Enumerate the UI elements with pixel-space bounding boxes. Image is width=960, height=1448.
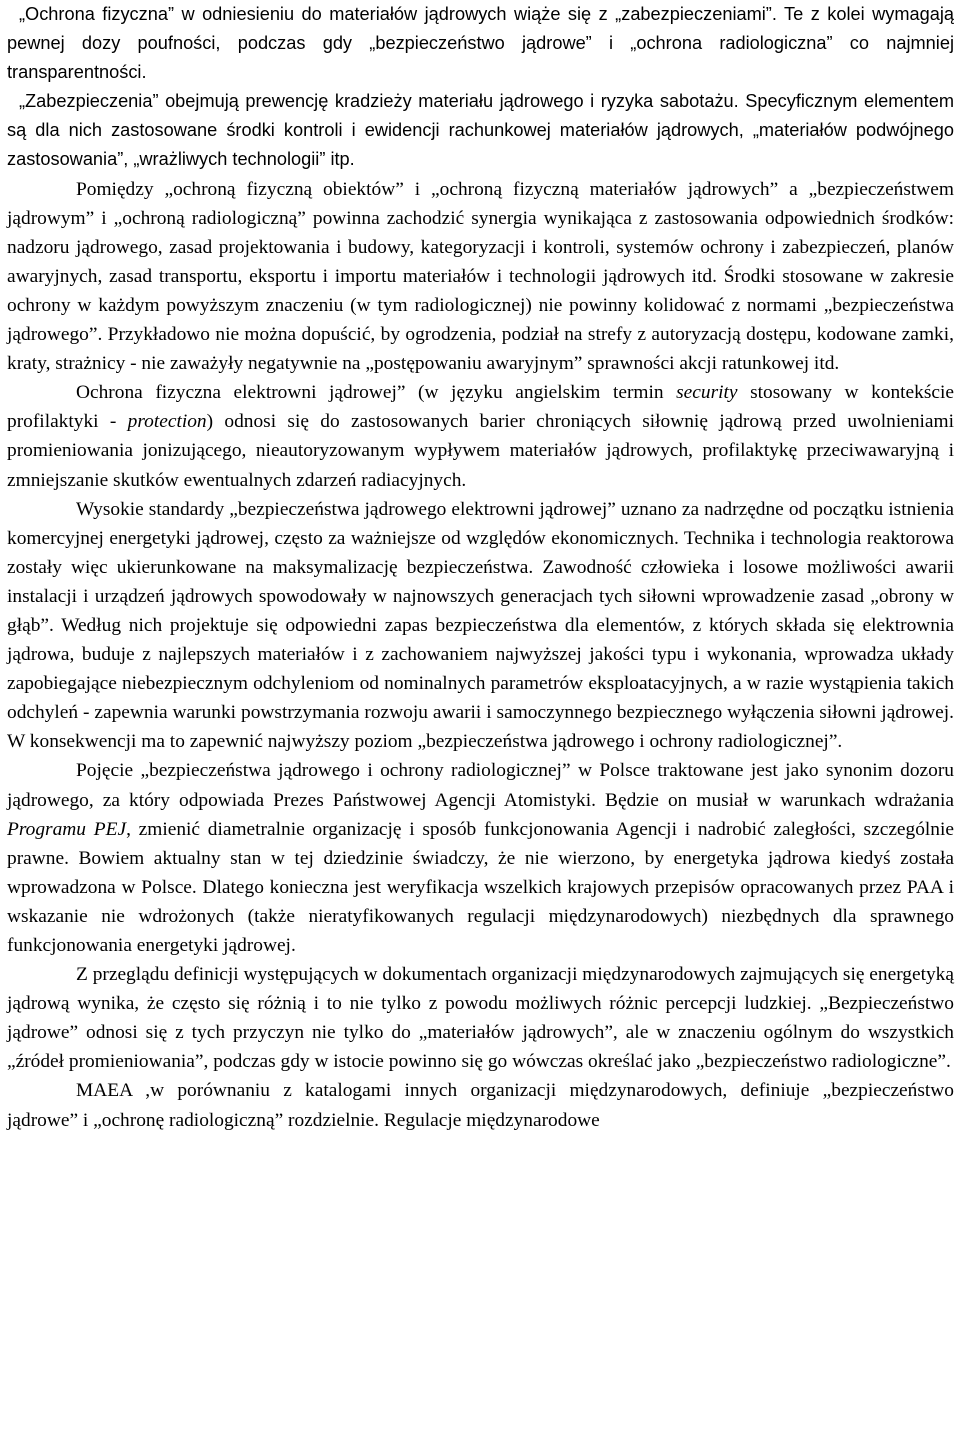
paragraph-text: ) odnosi się do zastosowanych barier chroniących siłownię jądrową przed uwolnieniami promieniowania jonizującego, nieautoryzowanym wypływem materiałów jądrowych, profilaktykę przeciwawaryjną i zmniejszanie skutków ewentualnych zdarzeń radiacyjnych. <box>7 411 954 491</box>
paragraph-poland <box>7 756 954 960</box>
paragraph-synergy <box>7 175 954 379</box>
paragraph-text: Wysokie standardy „bezpieczeństwa jądrowego elektrowni jądrowej” uznano za nadrzędne od początku istnienia komercyjnej energetyki jądrowej, często za ważniejsze od względów ekonomicznych. Technika i technologia reaktorowa zostały więc ukierunkowane na maksymalizację bezpieczeństwa. Zawodność człowieka i losowe możliwości awarii instalacji i urządzeń jądrowych spowodowały w najnowszych generacjach tych siłowni wprowadzenie zasad „obrony w głąb”. Według nich projektuje się odpowiedni zapas bezpieczeństwa dla elementów, z których składa się elektrownia jądrowa, buduje z najlepszych materiałów i z zachowaniem najwyższej jakości typu i wykonania, wprowadza układy zapobiegające niebezpiecznym odchyleniom od nominalnych parametrów eksploatacyjnych, a w razie wystąpienia takich odchyleń - zapewnia warunki powstrzymania rozwoju awarii i samoczynnego bezpiecznego wyłączenia siłowni jądrowej. W konsekwencji ma to zapewnić najwyższy poziom „bezpieczeństwa jądrowego i ochrony radiologicznej”. <box>7 498 954 753</box>
document-page <box>7 0 954 1135</box>
emphasis-term: Programu PEJ <box>7 818 127 840</box>
paragraph-text: „Zabezpieczenia” obejmują prewencję kradzieży materiału jądrowego i ryzyka sabotażu. Specyficznym elementem są dla nich zastosowane środki kontroli i ewidencji rachunkowej materiałów jądrowych, „materiałów podwójnego zastosowania”, „wrażliwych technologii” itp. <box>7 91 954 170</box>
paragraph-text: „Ochrona fizyczna” w odniesieniu do materiałów jądrowych wiąże się z „zabezpieczeniami”. Te z kolei wymagają pewnej dozy poufności, podczas gdy „bezpieczeństwo jądrowe” i „ochrona radiologiczna” co najmniej transparentności. <box>7 4 954 83</box>
paragraph-iaea <box>7 1076 954 1134</box>
paragraph-text: Z przeglądu definicji występujących w dokumentach organizacji międzynarodowych zajmujących się energetyką jądrową wynika, że często się różnią i to nie tylko z powodu możliwych różnic percepcji ludzkiej. „Bezpieczeństwo jądrowe” odnosi się z tych przyczyn nie tylko do „materiałów jądrowych”, ale w znaczeniu ogólnym do wszystkich „źródeł promieniowania”, podczas gdy w istocie powinno się go wówczas określać jako „bezpieczeństwo radiologiczne”. <box>7 964 954 1073</box>
paragraph-safeguards <box>7 87 954 174</box>
paragraph-high-standards <box>7 495 954 757</box>
paragraph-text: MAEA ,w porównaniu z katalogami innych organizacji międzynarodowych, definiuje „bezpieczeństwo jądrowe” i „ochronę radiologiczną” rozdzielnie. Regulacje międzynarodowe <box>7 1080 954 1131</box>
paragraph-text: Pomiędzy „ochroną fizyczną obiektów” i „ochroną fizyczną materiałów jądrowych” a „bezpieczeństwem jądrowym” i „ochroną radiologiczną” powinna zachodzić synergia wynikająca z zastosowania odpowiednich środków: nadzoru jądrowego, zasad projektowania i budowy, kategoryzacji i kontroli, systemów ochrony i zabezpieczeń, planów awaryjnych, zasad transportu, eksportu i importu materiałów i technologii jądrowych itd. Środki stosowane w zakresie ochrony w każdym powyższym znaczeniu (w tym radiologicznej) nie powinny kolidować z normami „bezpieczeństwa jądrowego”. Przykładowo nie można dopuścić, by ogrodzenia, podział na strefy z autoryzacją dostępu, kodowane zamki, kraty, strażnicy - nie zaważyły negatywnie na „postępowaniu awaryjnym” sprawności akcji ratunkowej itd. <box>7 178 954 375</box>
paragraph-definitions <box>7 960 954 1076</box>
paragraph-text: Pojęcie „bezpieczeństwa jądrowego i ochrony radiologicznej” w Polsce traktowane jest jako synonim dozoru jądrowego, za który odpowiada Prezes Państwowej Agencji Atomistyki. Będzie on musiał w warunkach wdrażania <box>7 760 954 811</box>
emphasis-term: security <box>676 382 738 404</box>
paragraph-text: stosowany w kontekście profilaktyki - <box>7 382 955 433</box>
paragraph-physical-protection <box>7 0 954 87</box>
emphasis-term: protection <box>127 411 207 433</box>
paragraph-text: Ochrona fizyczna elektrowni jądrowej” (w języku angielskim termin <box>76 382 677 404</box>
paragraph-npp-physical-protection <box>7 378 954 494</box>
paragraph-text: , zmienić diametralnie organizację i sposób funkcjonowania Agencji i nadrobić zaległości, szczególnie prawne. Bowiem aktualny stan w tej dziedzinie świadczy, że nie wierzono, by energetyka jądrowa kiedyś została wprowadzona w Polsce. Dlatego konieczna jest weryfikacja wszelkich krajowych przepisów opracowanych przez PAA i wskazanie nie wdrożonych (także nieratyfikowanych regulacji międzynarodowych) niezbędnych dla sprawnego funkcjonowania energetyki jądrowej. <box>7 818 954 956</box>
